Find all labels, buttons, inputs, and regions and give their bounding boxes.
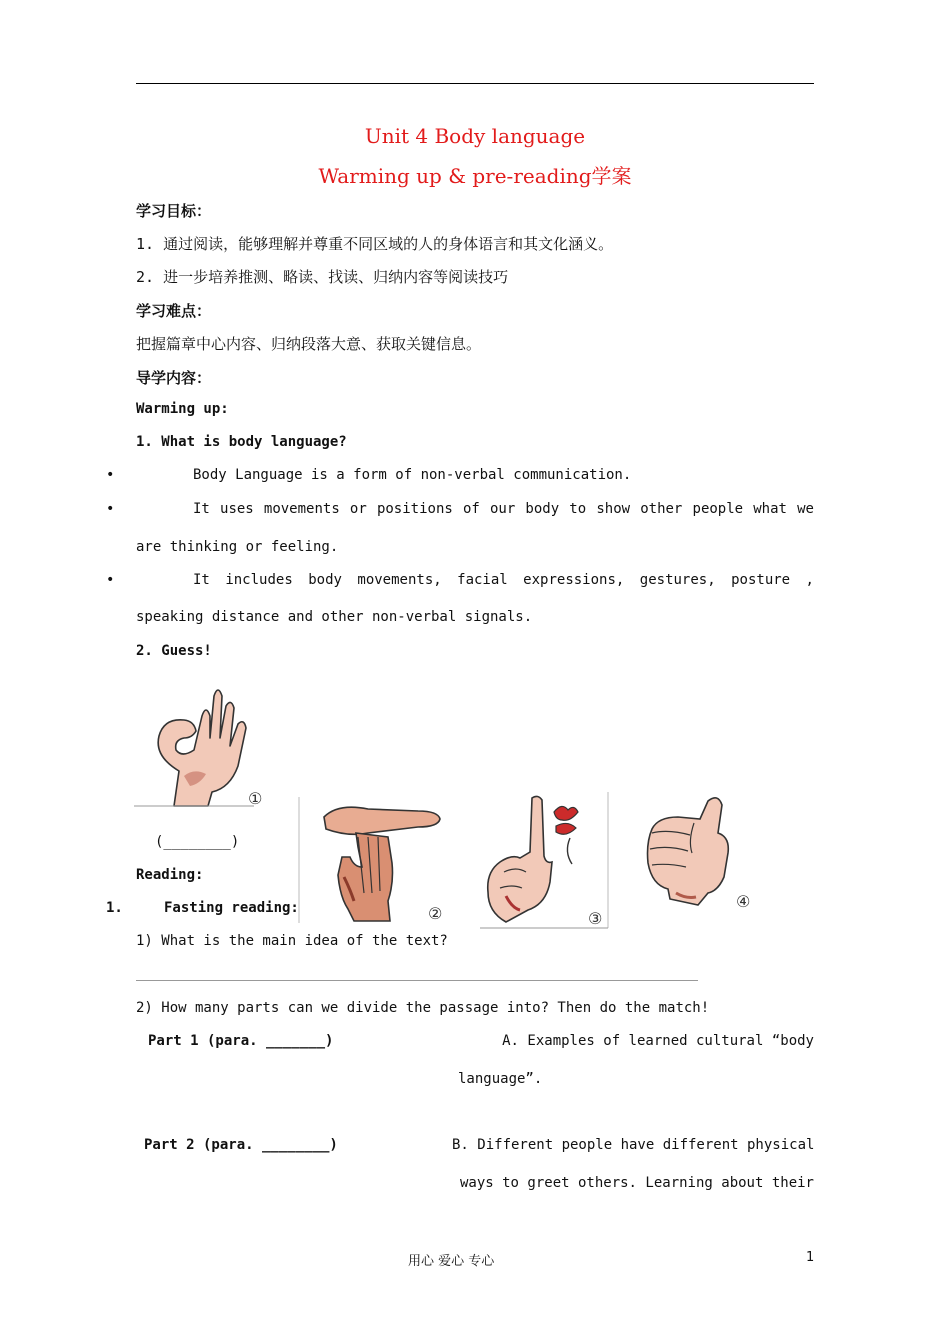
- match-option-b: B. Different people have different physical: [452, 1137, 815, 1153]
- figure-label: ①: [248, 789, 263, 808]
- warming-heading: Warming up:: [136, 401, 229, 417]
- reading-heading: Reading:: [136, 867, 204, 883]
- page-title: Unit 4 Body language: [364, 124, 586, 148]
- difficulty-text: 把握篇章中心内容、归纳段落大意、获取关键信息。: [136, 335, 482, 353]
- ok-hand-icon: [134, 676, 268, 810]
- bullet-text: Body Language is a form of non-verbal communication.: [193, 467, 632, 483]
- bullet-text-continued: are thinking or feeling.: [136, 539, 339, 555]
- bullet-text-continued: speaking distance and other non-verbal signals.: [136, 609, 533, 625]
- bullet-marker: •: [106, 572, 115, 588]
- footer-motto: 用心 爱心 专心: [408, 1254, 495, 1269]
- bullet-text: It uses movements or positions of our body to show other people what we: [193, 501, 814, 517]
- part-1-label: Part 1 (para. _______): [148, 1033, 334, 1049]
- question-1: 1. What is body language?: [136, 434, 347, 450]
- reading-question-1: 1) What is the main idea of the text?: [136, 933, 448, 949]
- match-option-a-continued: language”.: [458, 1071, 543, 1087]
- objectives-heading: 学习目标：: [136, 202, 212, 220]
- header-rule: [136, 83, 814, 84]
- match-option-b-continued: ways to greet others. Learning about their: [459, 1175, 814, 1191]
- objective-item: 1. 通过阅读，能够理解并尊重不同区域的人的身体语言和其文化涵义。: [136, 235, 614, 253]
- figure-label: ③: [588, 909, 603, 928]
- guide-heading: 导学内容：: [136, 369, 212, 387]
- fast-reading-label: Fasting reading:: [164, 900, 299, 916]
- part-2-label: Part 2 (para. ________): [144, 1137, 338, 1153]
- bullet-marker: •: [106, 467, 115, 483]
- time-out-hands-icon: [298, 797, 458, 925]
- bullet-marker: •: [106, 501, 115, 517]
- finger-to-lips-icon: [476, 792, 612, 932]
- figure-label: ②: [428, 904, 443, 923]
- figure-label: ④: [736, 892, 751, 911]
- bullet-text: It includes body movements, facial expressions, gestures, posture ,: [193, 572, 814, 588]
- objective-item: 2. 进一步培养推测、略读、找读、归纳内容等阅读技巧: [136, 268, 509, 286]
- thumbs-up-icon: [638, 793, 762, 913]
- guess-answer-blank: (________): [155, 834, 240, 850]
- page-number: 1: [806, 1250, 815, 1265]
- page-subtitle: Warming up & pre-reading学案: [318, 164, 632, 188]
- difficulty-heading: 学习难点：: [136, 302, 212, 320]
- fast-reading-number: 1.: [106, 900, 123, 916]
- match-option-a: A. Examples of learned cultural “body: [502, 1033, 814, 1049]
- question-2: 2. Guess!: [136, 643, 212, 659]
- answer-line[interactable]: [136, 980, 698, 981]
- reading-question-2: 2) How many parts can we divide the passage into? Then do the match!: [136, 1000, 710, 1016]
